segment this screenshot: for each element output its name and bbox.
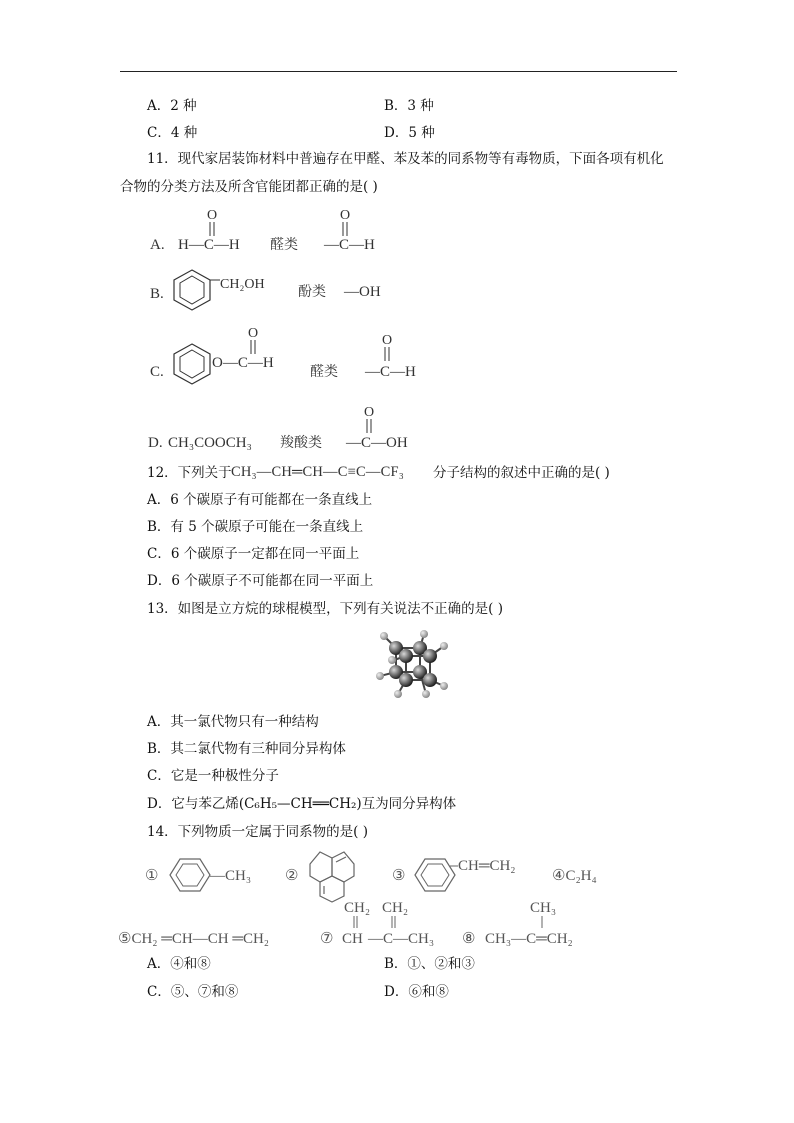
q14-option-a[interactable]: A．④和⑧: [147, 956, 211, 972]
q11-a-formula: H—C—H: [178, 237, 240, 253]
q11-a-group: —C—H: [324, 237, 375, 253]
q14-n7: ⑦: [320, 931, 334, 947]
q12-stem-prefix: 12．下列关于: [147, 465, 232, 481]
q12-option-d[interactable]: D．6 个碳原子不可能都在同一平面上: [147, 573, 374, 589]
q14-n8: ⑧: [462, 931, 476, 947]
q10-option-d[interactable]: D．5 种: [384, 125, 435, 141]
q10-option-a[interactable]: A．2 种: [147, 98, 197, 114]
q11-d-formula: CH₃COOCH₃: [168, 435, 252, 451]
q14-option-c[interactable]: C．⑤、⑦和⑧: [147, 984, 239, 1000]
benzene-ring-icon: [174, 344, 210, 384]
q12-option-a[interactable]: A．6 个碳原子有可能都在一条直线上: [147, 492, 373, 508]
q14-n6-bottom: CH: [342, 931, 363, 947]
q13-option-b[interactable]: B．其二氯代物有三种同分异构体: [147, 741, 346, 757]
q11-a-top-o: O: [207, 208, 218, 223]
q11-b-substituent: CH₂OH: [220, 277, 265, 292]
q11-a-label: A.: [150, 237, 165, 253]
q11-option-d-structure[interactable]: [140, 400, 430, 452]
q14-option-d[interactable]: D．⑥和⑧: [384, 984, 449, 1000]
q14-n1: ①: [145, 868, 159, 884]
q10-option-c[interactable]: C．4 种: [147, 125, 198, 141]
q11-d-label: D.: [148, 435, 163, 451]
q14-n8-top: CH₃: [530, 900, 557, 916]
q11-c-class: 醛类: [310, 365, 338, 380]
q12-option-c[interactable]: C．6 个碳原子一定都在同一平面上: [147, 546, 360, 562]
q14-n4: ④C₂H₄: [552, 868, 597, 884]
q11-c-group-o: O: [382, 333, 393, 348]
cubane-model-icon: [368, 624, 454, 704]
benzene-ring-icon: [174, 270, 210, 310]
q12-stem-suffix: 分子结构的叙述中正确的是( ): [433, 465, 610, 481]
q11-d-group-o: O: [364, 405, 375, 420]
q14-structures: [110, 846, 630, 951]
q11-d-group: —C—OH: [346, 435, 408, 451]
benzene-ring-icon: [415, 859, 455, 891]
q12-formula: CH₃—CH═CH—C≡C—CF₃: [231, 464, 404, 480]
q13-option-d[interactable]: D．它与苯乙烯(C₆H₅—CH══CH₂)互为同分异构体: [147, 796, 457, 812]
q14-n5: ⑤CH₂ ═CH—CH ═CH₂: [118, 931, 270, 947]
q11-b-class: 酚类: [298, 285, 326, 300]
q10-option-b[interactable]: B．3 种: [384, 98, 434, 114]
q14-n7-bottom: —C—CH₃: [368, 931, 435, 947]
q14-n2: ②: [285, 868, 299, 884]
q13-option-c[interactable]: C．它是一种极性分子: [147, 768, 279, 784]
q11-option-b-structure[interactable]: [140, 262, 410, 320]
q11-d-class: 羧酸类: [280, 436, 322, 451]
q14-n7-top: CH₂: [382, 900, 409, 916]
q13-stem: 13．如图是立方烷的球棍模型，下列有关说法不正确的是( ): [147, 601, 504, 617]
q11-b-label: B.: [150, 286, 164, 302]
q11-c-formula: O—C—H: [212, 355, 274, 371]
q14-option-b[interactable]: B．①、②和③: [384, 956, 475, 972]
q11-b-group: —OH: [344, 284, 381, 300]
q11-c-top-o: O: [248, 326, 259, 341]
q12-option-b[interactable]: B．有 5 个碳原子可能在一条直线上: [147, 519, 364, 535]
q11-a-group-o: O: [340, 208, 351, 223]
q11-option-a-structure[interactable]: [140, 200, 400, 260]
q13-option-a[interactable]: A．其一氯代物只有一种结构: [147, 714, 319, 730]
header-rule: [120, 71, 677, 72]
q11-stem-line1: 11．现代家居装饰材料中普遍存在甲醛、苯及苯的同系物等有毒物质，下面各项有机化: [147, 151, 664, 167]
q11-option-c-structure[interactable]: [140, 322, 430, 390]
q11-a-class: 醛类: [270, 238, 298, 253]
q14-n3-sub: CH═CH₂: [458, 858, 516, 874]
q14-n1-sub: —CH₃: [210, 868, 252, 884]
q14-n6-top: CH₂: [344, 900, 371, 916]
q11-c-group: —C—H: [365, 364, 416, 380]
benzene-ring-icon: [170, 859, 210, 891]
q14-n3: ③: [392, 868, 406, 884]
naphthalene-icon: [310, 852, 354, 902]
q14-stem: 14．下列物质一定属于同系物的是( ): [147, 824, 369, 840]
q11-c-label: C.: [150, 364, 164, 380]
q14-n8-bottom: CH₃—C═CH₂: [485, 931, 573, 947]
q11-stem-line2: 合物的分类方法及所含官能团都正确的是( ): [120, 179, 378, 195]
